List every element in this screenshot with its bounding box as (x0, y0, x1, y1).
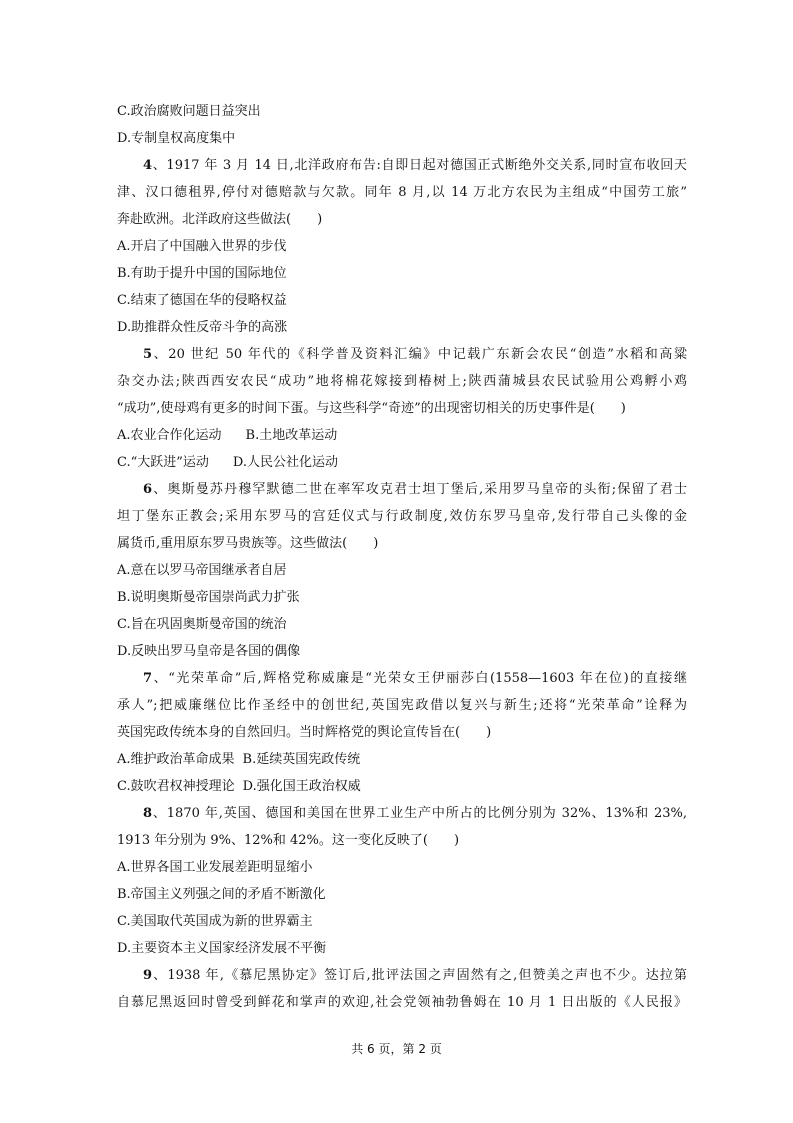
question-text-line: 津、汉口德租界,停付对德赔款与欠款。同年 8 月,以 14 万北方农民为主组成“中国劳工旅” (117, 185, 687, 200)
page-footer: 共 6 页，第 2 页 (351, 1042, 442, 1056)
question-text-line: 1913 年分别为 9%、12%和 42%。这一变化反映了( ) (117, 833, 460, 848)
option-b: B.延续英国宪政传统 (242, 752, 361, 767)
question-7 (117, 665, 687, 746)
option-c: C.“大跃进”运动 (117, 455, 209, 470)
question-text-line: 杂交办法;陕西西安农民“成功”地将棉花嫁接到椿树上;陕西蒲城县农民试验用公鸡孵小鸡 (117, 374, 687, 389)
question-number: 5 (143, 347, 153, 362)
options-row (117, 773, 687, 800)
prev-option-d: D.专制皇权高度集中 (117, 131, 236, 146)
question-9 (117, 962, 687, 1016)
options-row (117, 422, 687, 449)
option-a: A.意在以罗马帝国继承者自居 (117, 563, 287, 578)
question-number: 7 (143, 671, 153, 686)
option-c: C.旨在巩固奥斯曼帝国的统治 (117, 617, 287, 632)
option-b: B.说明奥斯曼帝国崇尚武力扩张 (117, 590, 300, 605)
question-text-line: 、1870 年,英国、德国和美国在世界工业生产中所占的比例分别为 32%、13%和 23%, (152, 806, 687, 821)
option-c: C.美国取代英国成为新的世界霸主 (117, 914, 313, 929)
question-8 (117, 800, 687, 854)
option-d: D.人民公社化运动 (232, 455, 339, 470)
prev-option-c: C.政治腐败问题日益突出 (117, 104, 261, 119)
question-6 (117, 476, 687, 557)
options-row (117, 449, 687, 476)
question-text-line: 坦丁堡东正教会;采用东罗马的宫廷仪式与行政制度,效仿东罗马皇帝,发行带自己头像的金 (117, 509, 687, 524)
question-text-line: 奔赴欧洲。北洋政府这些做法( ) (117, 212, 323, 227)
question-text-line: 英国宪政传统本身的自然回归。当时辉格党的舆论宣传旨在( ) (117, 725, 492, 740)
option-d: D.强化国王政治权威 (242, 779, 361, 794)
option-a: A.开启了中国融入世界的步伐 (117, 239, 287, 254)
question-text-line: 、奥斯曼苏丹穆罕默德二世在率军攻克君士坦丁堡后,采用罗马皇帝的头衔;保留了君士 (152, 482, 687, 497)
question-text-line: 自慕尼黑返回时曾受到鲜花和掌声的欢迎,社会党领袖勃鲁姆在 10 月 1 日出版的《人民报》 (117, 995, 687, 1010)
option-b: B.土地改革运动 (245, 428, 338, 443)
option-d: D.主要资本主义国家经济发展不平衡 (117, 941, 327, 956)
option-c: C.结束了德国在华的侵略权益 (117, 293, 287, 308)
option-b: B.有助于提升中国的国际地位 (117, 266, 287, 281)
question-4 (117, 152, 687, 233)
option-d: D.助推群众性反帝斗争的高涨 (117, 320, 288, 335)
question-text-line: 、1938 年,《慕尼黑协定》签订后,批评法国之声固然有之,但赞美之声也不少。达拉第 (152, 968, 687, 983)
option-d: D.反映出罗马皇帝是各国的偶像 (117, 644, 301, 659)
question-text-line: 、“光荣革命”后,辉格党称威廉是“光荣女王伊丽莎白(1558—1603 年在位)的直接继 (152, 671, 687, 686)
question-number: 9 (143, 968, 153, 983)
question-5 (117, 341, 687, 422)
question-text-line: 、20 世纪 50 年代的《科学普及资料汇编》中记载广东新会农民“创造”水稻和高粱 (152, 347, 687, 362)
question-number: 4 (143, 158, 153, 173)
question-text-line: 属货币,重用原东罗马贵族等。这些做法( ) (117, 536, 379, 551)
question-text-line: 承人”;把威廉继位比作圣经中的创世纪,英国宪政借以复兴与新生;还将“光荣革命”诠释为 (117, 698, 687, 713)
question-text-line: 、1917 年 3 月 14 日,北洋政府布告:自即日起对德国正式断绝外交关系,同时宣布收回天 (152, 158, 687, 173)
option-b: B.帝国主义列强之间的矛盾不断激化 (117, 887, 326, 902)
option-c: C.鼓吹君权神授理论 (117, 779, 235, 794)
question-number: 6 (143, 482, 153, 497)
document-page (117, 98, 687, 1016)
question-number: 8 (143, 806, 153, 821)
option-a: A.维护政治革命成果 (117, 752, 235, 767)
question-text-line: “成功”,使母鸡有更多的时间下蛋。与这些科学“奇迹”的出现密切相关的历史事件是( ) (117, 401, 626, 416)
option-a: A.世界各国工业发展差距明显缩小 (117, 860, 313, 875)
option-a: A.农业合作化运动 (117, 428, 222, 443)
options-row (117, 746, 687, 773)
